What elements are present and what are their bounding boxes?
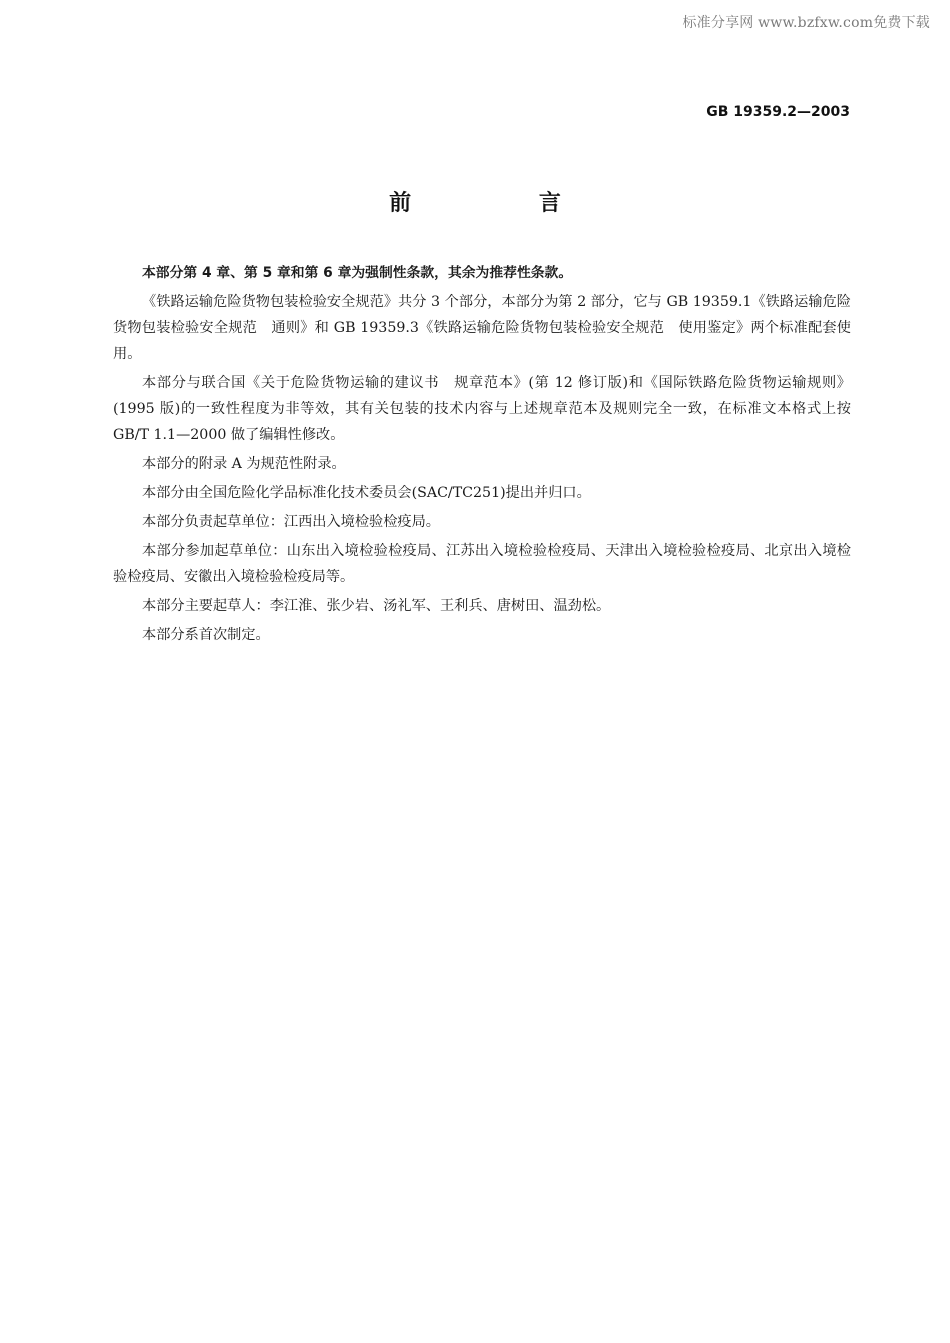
paragraph-parts-overview: 《铁路运输危险货物包装检验安全规范》共分 3 个部分，本部分为第 2 部分，它与 GB 19359.1《铁路运输危险货物包装检验安全规范 通则》和 GB 19359.3《铁路运输危险货物包装检验安全规范 使用鉴定》两个标准配套使用。 [113, 294, 851, 362]
mandatory-clause-statement: 本部分第 4 章、第 5 章和第 6 章为强制性条款，其余为推荐性条款。 [142, 265, 573, 281]
paragraph-consistency: 本部分与联合国《关于危险货物运输的建议书 规章范本》(第 12 修订版)和《国际铁路危险货物运输规则》(1995 版)的一致性程度为非等效，其有关包装的技术内容与上述规章范本及规则完全一致，在标准文本格式上按 GB/T 1.1—2000 做了编辑性修改。 [113, 375, 851, 443]
page-title: 前 言 [389, 191, 621, 216]
standard-code: GB 19359.2—2003 [706, 104, 850, 120]
paragraph-first-edition: 本部分系首次制定。 [142, 627, 270, 643]
paragraph-participating-units: 本部分参加起草单位：山东出入境检验检疫局、江苏出入境检验检疫局、天津出入境检验检疫局、北京出入境检验检疫局、安徽出入境检验检疫局等。 [113, 543, 851, 585]
paragraph-drafters: 本部分主要起草人：李江淮、张少岩、汤礼军、王利兵、唐树田、温劲松。 [142, 598, 611, 614]
paragraph-annex: 本部分的附录 A 为规范性附录。 [142, 456, 346, 472]
paragraph-drafting-unit: 本部分负责起草单位：江西出入境检验检疫局。 [142, 514, 440, 530]
foreword-body [113, 260, 851, 651]
watermark-text: 标准分享网 www.bzfxw.com免费下载 [682, 15, 930, 31]
paragraph-proposer: 本部分由全国危险化学品标准化技术委员会(SAC/TC251)提出并归口。 [142, 485, 591, 501]
